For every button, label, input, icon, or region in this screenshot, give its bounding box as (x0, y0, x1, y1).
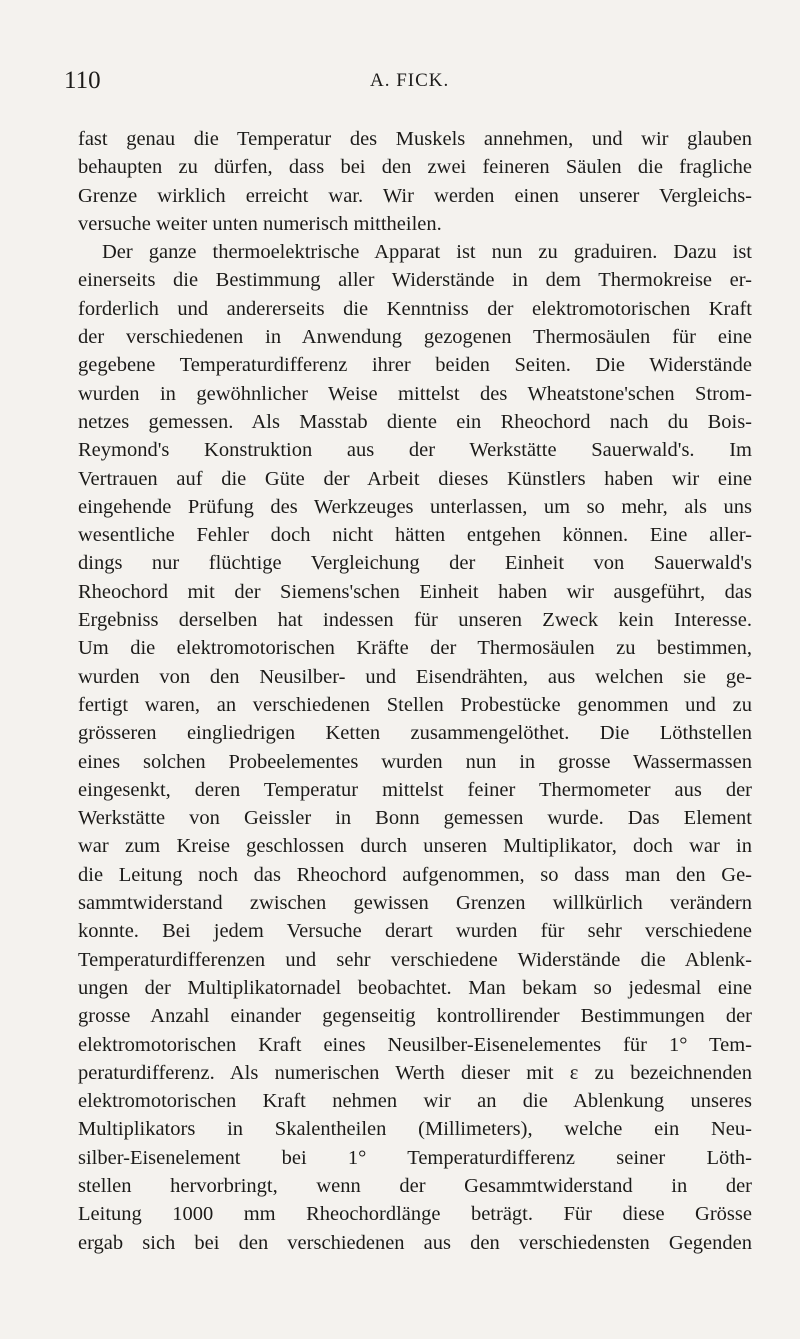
text-line: Vertrauen auf die Güte der Arbeit dieses Künstlers haben wir eine (78, 467, 752, 490)
text-line: eines solchen Probeelementes wurden nun in grosse Wassermassen (78, 750, 752, 773)
text-line: die Leitung noch das Rheochord aufgenommen, so dass man den Ge- (78, 863, 752, 886)
text-line: Rheochord mit der Siemens'schen Einheit haben wir ausgeführt, das (78, 580, 752, 603)
text-line: Um die elektromotorischen Kräfte der Thermosäulen zu bestimmen, (78, 637, 752, 660)
text-line: wurden in gewöhnlicher Weise mittelst des Wheatstone'schen Strom- (78, 382, 752, 405)
page-number: 110 (64, 67, 101, 94)
text-line: Temperaturdifferenzen und sehr verschiedene Widerstände die Ablenk- (78, 948, 752, 971)
text-line: behaupten zu dürfen, dass bei den zwei feineren Säulen die fragliche (78, 156, 752, 179)
text-line: fertigt waren, an verschiedenen Stellen Probestücke genommen und zu (78, 693, 752, 716)
text-line: Ergebniss derselben hat indessen für unseren Zweck kein Interesse. (78, 609, 752, 632)
text-line: stellen hervorbringt, wenn der Gesammtwiderstand in der (78, 1174, 752, 1197)
running-head (64, 66, 744, 96)
running-title: A. FICK. (370, 70, 450, 91)
text-line: netzes gemessen. Als Masstab diente ein Rheochord nach du Bois- (78, 410, 752, 433)
text-line: eingehende Prüfung des Werkzeuges unterlassen, um so mehr, als uns (78, 495, 752, 518)
text-line: Grenze wirklich erreicht war. Wir werden einen unserer Vergleichs- (78, 184, 752, 207)
text-line: wurden von den Neusilber- und Eisendrähten, aus welchen sie ge- (78, 665, 752, 688)
text-line: ungen der Multiplikatornadel beobachtet. Man bekam so jedesmal eine (78, 976, 752, 999)
text-line: grosse Anzahl einander gegenseitig kontrollirender Bestimmungen der (78, 1005, 752, 1028)
text-line: Multiplikators in Skalentheilen (Millimeters), welche ein Neu- (78, 1118, 752, 1141)
text-line: versuche weiter unten numerisch mittheilen. (78, 212, 442, 235)
text-line: Reymond's Konstruktion aus der Werkstätte Sauerwald's. Im (78, 439, 752, 462)
text-line: ergab sich bei den verschiedenen aus den verschiedensten Gegenden (78, 1231, 752, 1254)
text-line: Werkstätte von Geissler in Bonn gemessen wurde. Das Element (78, 807, 752, 830)
text-line: eingesenkt, deren Temperatur mittelst feiner Thermometer aus der (78, 778, 752, 801)
text-line: grösseren eingliedrigen Ketten zusammengelöthet. Die Löthstellen (78, 722, 752, 745)
text-line: elektromotorischen Kraft eines Neusilber-Eisenelementes für 1° Tem- (78, 1033, 752, 1056)
text-line: konnte. Bei jedem Versuche derart wurden für sehr verschiedene (78, 920, 752, 943)
text-line: peraturdifferenz. Als numerischen Werth dieser mit ε zu bezeichnenden (78, 1061, 752, 1084)
text-line: Leitung 1000 mm Rheochordlänge beträgt. Für diese Grösse (78, 1203, 752, 1226)
text-line: wesentliche Fehler doch nicht hätten entgehen können. Eine aller- (78, 524, 752, 547)
text-line: gegebene Temperaturdifferenz ihrer beiden Seiten. Die Widerstände (78, 354, 752, 377)
text-line: war zum Kreise geschlossen durch unseren Multiplikator, doch war in (78, 835, 752, 858)
text-line: Der ganze thermoelektrische Apparat ist nun zu graduiren. Dazu ist (102, 241, 752, 264)
text-line: sammtwiderstand zwischen gewissen Grenzen willkürlich verändern (78, 892, 752, 915)
text-line: silber-Eisenelement bei 1° Temperaturdifferenz seiner Löth- (78, 1146, 752, 1169)
text-line: einerseits die Bestimmung aller Widerstände in dem Thermokreise er- (78, 269, 752, 292)
text-line: der verschiedenen in Anwendung gezogenen Thermosäulen für eine (78, 326, 752, 349)
body-text (78, 125, 752, 1257)
text-line: forderlich und andererseits die Kenntniss der elektromotorischen Kraft (78, 297, 752, 320)
text-line: elektromotorischen Kraft nehmen wir an die Ablenkung unseres (78, 1090, 752, 1113)
text-line: fast genau die Temperatur des Muskels annehmen, und wir glauben (78, 128, 752, 150)
text-line: dings nur flüchtige Vergleichung der Einheit von Sauerwald's (78, 552, 752, 575)
